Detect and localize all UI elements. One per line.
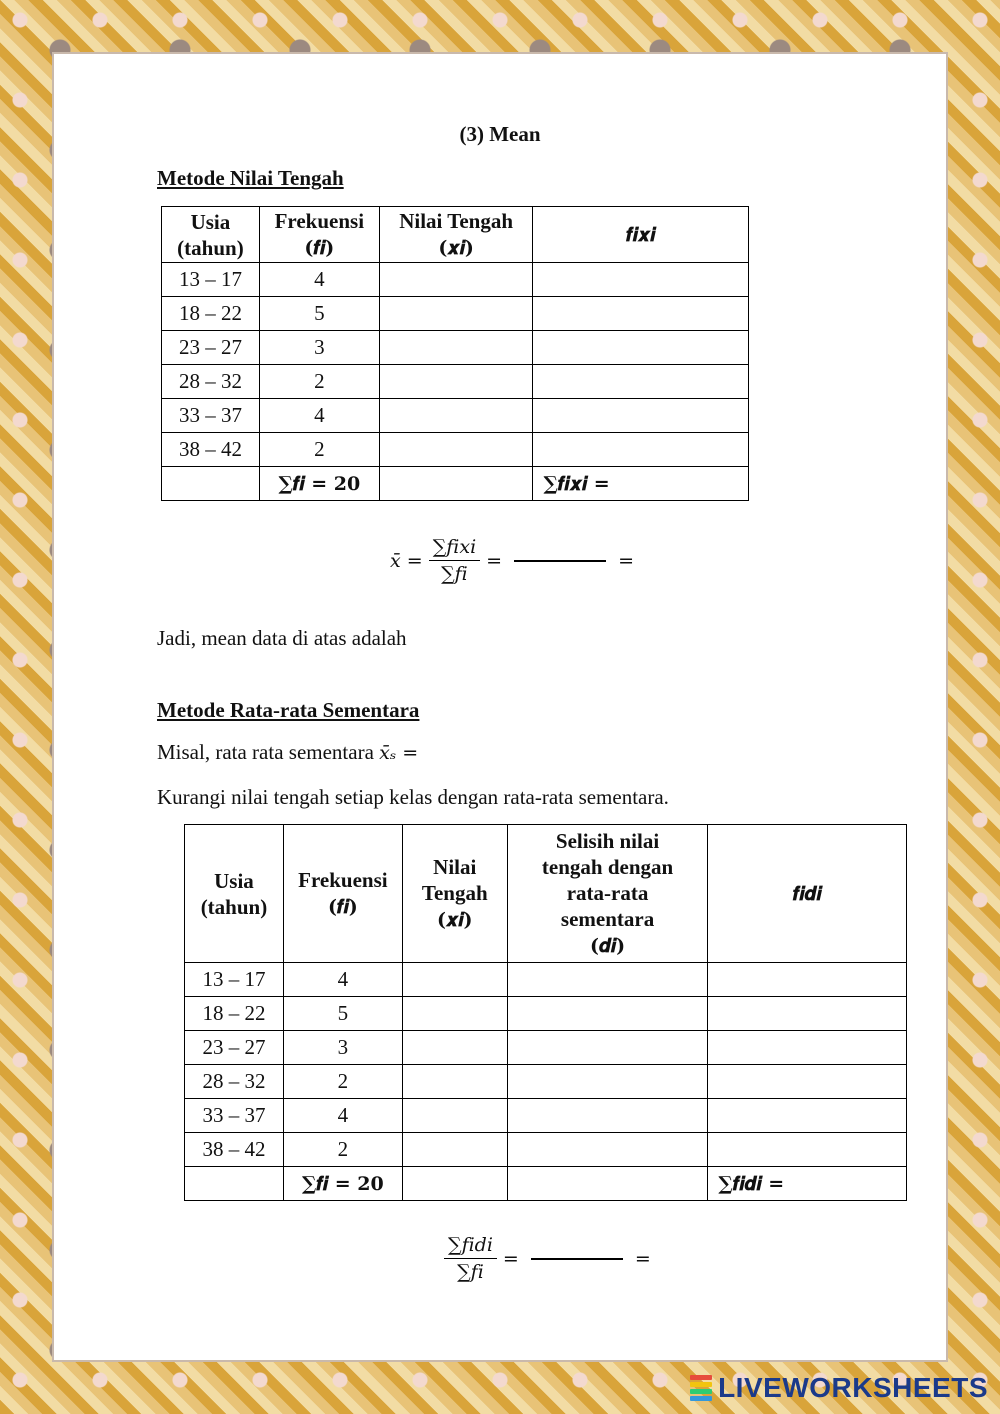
usia-cell: 38 – 42 <box>162 433 260 467</box>
table-row <box>162 263 749 297</box>
table-row <box>162 331 749 365</box>
usia-cell: 18 – 22 <box>162 297 260 331</box>
section2-heading: Metode Rata-rata Sementara <box>157 698 420 722</box>
answer-cell[interactable] <box>402 963 507 997</box>
answer-blank-1[interactable] <box>514 560 606 562</box>
answer-cell[interactable] <box>402 1133 507 1167</box>
answer-cell[interactable] <box>507 997 708 1031</box>
frekuensi-cell: 3 <box>283 1031 402 1065</box>
header2-frekuensi: Frekuensi (𝒇𝒊) <box>283 825 402 963</box>
answer-cell[interactable] <box>708 1065 907 1099</box>
answer-cell[interactable] <box>379 331 533 365</box>
table-header-row <box>162 207 749 263</box>
table-row <box>185 1031 907 1065</box>
page-title: (3) Mean <box>459 122 541 146</box>
sum-f: ∑𝒇𝒊 = 20 <box>259 467 379 501</box>
logo-stripe <box>690 1375 712 1380</box>
sum2-f: ∑𝒇𝒊 = 20 <box>283 1167 402 1201</box>
frekuensi-cell: 4 <box>283 1099 402 1133</box>
answer-cell[interactable] <box>533 433 749 467</box>
table-nilai-tengah <box>161 206 749 501</box>
brand-text: LIVEWORKSHEETS <box>718 1372 988 1403</box>
deviation-formula: $\frac{\text{∑𝑓𝑖𝑑𝑖}}{\text{∑𝑓𝑖}}$ = = <box>444 1232 651 1285</box>
answer-cell[interactable] <box>708 997 907 1031</box>
header2-usia: Usia (tahun) <box>185 825 284 963</box>
sum-fd: ∑𝒇𝒊𝒅𝒊 = <box>708 1167 907 1201</box>
table-row <box>185 1065 907 1099</box>
misal-line: Misal, rata rata sementara x̄ₛ = <box>157 740 419 764</box>
deviation-fraction: $\frac{\text{∑𝑓𝑖𝑑𝑖}}{\text{∑𝑓𝑖}}$ <box>444 1232 497 1285</box>
answer-cell[interactable] <box>708 1031 907 1065</box>
usia-cell: 33 – 37 <box>185 1099 284 1133</box>
table2-total-row <box>185 1167 907 1201</box>
usia-cell: 18 – 22 <box>185 997 284 1031</box>
usia-cell: 13 – 17 <box>185 963 284 997</box>
frekuensi-cell: 2 <box>259 365 379 399</box>
answer-cell[interactable] <box>507 963 708 997</box>
header-frekuensi: Frekuensi (𝒇𝒊) <box>259 207 379 263</box>
brand-watermark <box>690 1372 988 1404</box>
mean-fraction: $\frac{\text{∑𝑓𝑖𝑥𝑖}}{\text{∑𝑓𝑖}}$ <box>429 534 480 587</box>
usia-cell: 33 – 37 <box>162 399 260 433</box>
answer-cell[interactable] <box>379 399 533 433</box>
header2-selisih: Selisih nilai tengah dengan rata-rata sementara (𝒅𝒊) <box>507 825 708 963</box>
frekuensi-cell: 2 <box>283 1133 402 1167</box>
conclusion-text: Jadi, mean data di atas adalah <box>157 626 407 650</box>
logo-stripe <box>690 1389 712 1394</box>
logo-stripe <box>690 1396 712 1401</box>
answer-cell[interactable] <box>533 365 749 399</box>
answer-cell[interactable] <box>379 297 533 331</box>
answer-cell[interactable] <box>507 1099 708 1133</box>
table-row <box>185 997 907 1031</box>
table-row <box>185 1133 907 1167</box>
header-fx: 𝒇𝒊𝒙𝒊 <box>533 207 749 263</box>
table-row <box>162 297 749 331</box>
frekuensi-cell: 4 <box>259 399 379 433</box>
answer-cell[interactable] <box>533 331 749 365</box>
table-row <box>162 399 749 433</box>
table2-header-row <box>185 825 907 963</box>
answer-cell[interactable] <box>402 1099 507 1133</box>
answer-cell[interactable] <box>708 1133 907 1167</box>
table-row <box>162 433 749 467</box>
frekuensi-cell: 3 <box>259 331 379 365</box>
answer-cell[interactable] <box>402 1031 507 1065</box>
section1-heading: Metode Nilai Tengah <box>157 166 344 190</box>
frekuensi-cell: 5 <box>283 997 402 1031</box>
sum-fx: ∑𝒇𝒊𝒙𝒊 = <box>533 467 749 501</box>
frekuensi-cell: 4 <box>259 263 379 297</box>
header-nilai-tengah: Nilai Tengah (𝒙𝒊) <box>379 207 533 263</box>
usia-cell: 28 – 32 <box>185 1065 284 1099</box>
answer-cell[interactable] <box>402 1065 507 1099</box>
usia-cell: 38 – 42 <box>185 1133 284 1167</box>
frekuensi-cell: 2 <box>259 433 379 467</box>
answer-blank-2[interactable] <box>531 1258 623 1260</box>
frekuensi-cell: 4 <box>283 963 402 997</box>
table-row <box>185 963 907 997</box>
header2-fd: 𝒇𝒊𝒅𝒊 <box>708 825 907 963</box>
table-row <box>162 365 749 399</box>
answer-cell[interactable] <box>533 399 749 433</box>
frekuensi-cell: 5 <box>259 297 379 331</box>
header-usia: Usia (tahun) <box>162 207 260 263</box>
brand-logo-icon <box>690 1375 712 1401</box>
answer-cell[interactable] <box>708 963 907 997</box>
answer-cell[interactable] <box>402 997 507 1031</box>
answer-cell[interactable] <box>708 1099 907 1133</box>
answer-cell[interactable] <box>379 365 533 399</box>
usia-cell: 23 – 27 <box>162 331 260 365</box>
answer-cell[interactable] <box>507 1065 708 1099</box>
answer-cell[interactable] <box>379 433 533 467</box>
answer-cell[interactable] <box>379 263 533 297</box>
answer-cell[interactable] <box>533 263 749 297</box>
answer-cell[interactable] <box>533 297 749 331</box>
header2-nilai-tengah: Nilai Tengah (𝒙𝒊) <box>402 825 507 963</box>
table-rata-sementara <box>184 824 907 1201</box>
usia-cell: 28 – 32 <box>162 365 260 399</box>
table-row <box>185 1099 907 1133</box>
total-row <box>162 467 749 501</box>
frekuensi-cell: 2 <box>283 1065 402 1099</box>
answer-cell[interactable] <box>507 1133 708 1167</box>
instruction-text: Kurangi nilai tengah setiap kelas dengan rata-rata sementara. <box>157 785 669 809</box>
mean-formula: x̄ = $\frac{\text{∑𝑓𝑖𝑥𝑖}}{\text{∑𝑓𝑖}}$ = = <box>390 536 634 585</box>
usia-cell: 23 – 27 <box>185 1031 284 1065</box>
usia-cell: 13 – 17 <box>162 263 260 297</box>
answer-cell[interactable] <box>507 1031 708 1065</box>
logo-stripe <box>690 1382 712 1387</box>
